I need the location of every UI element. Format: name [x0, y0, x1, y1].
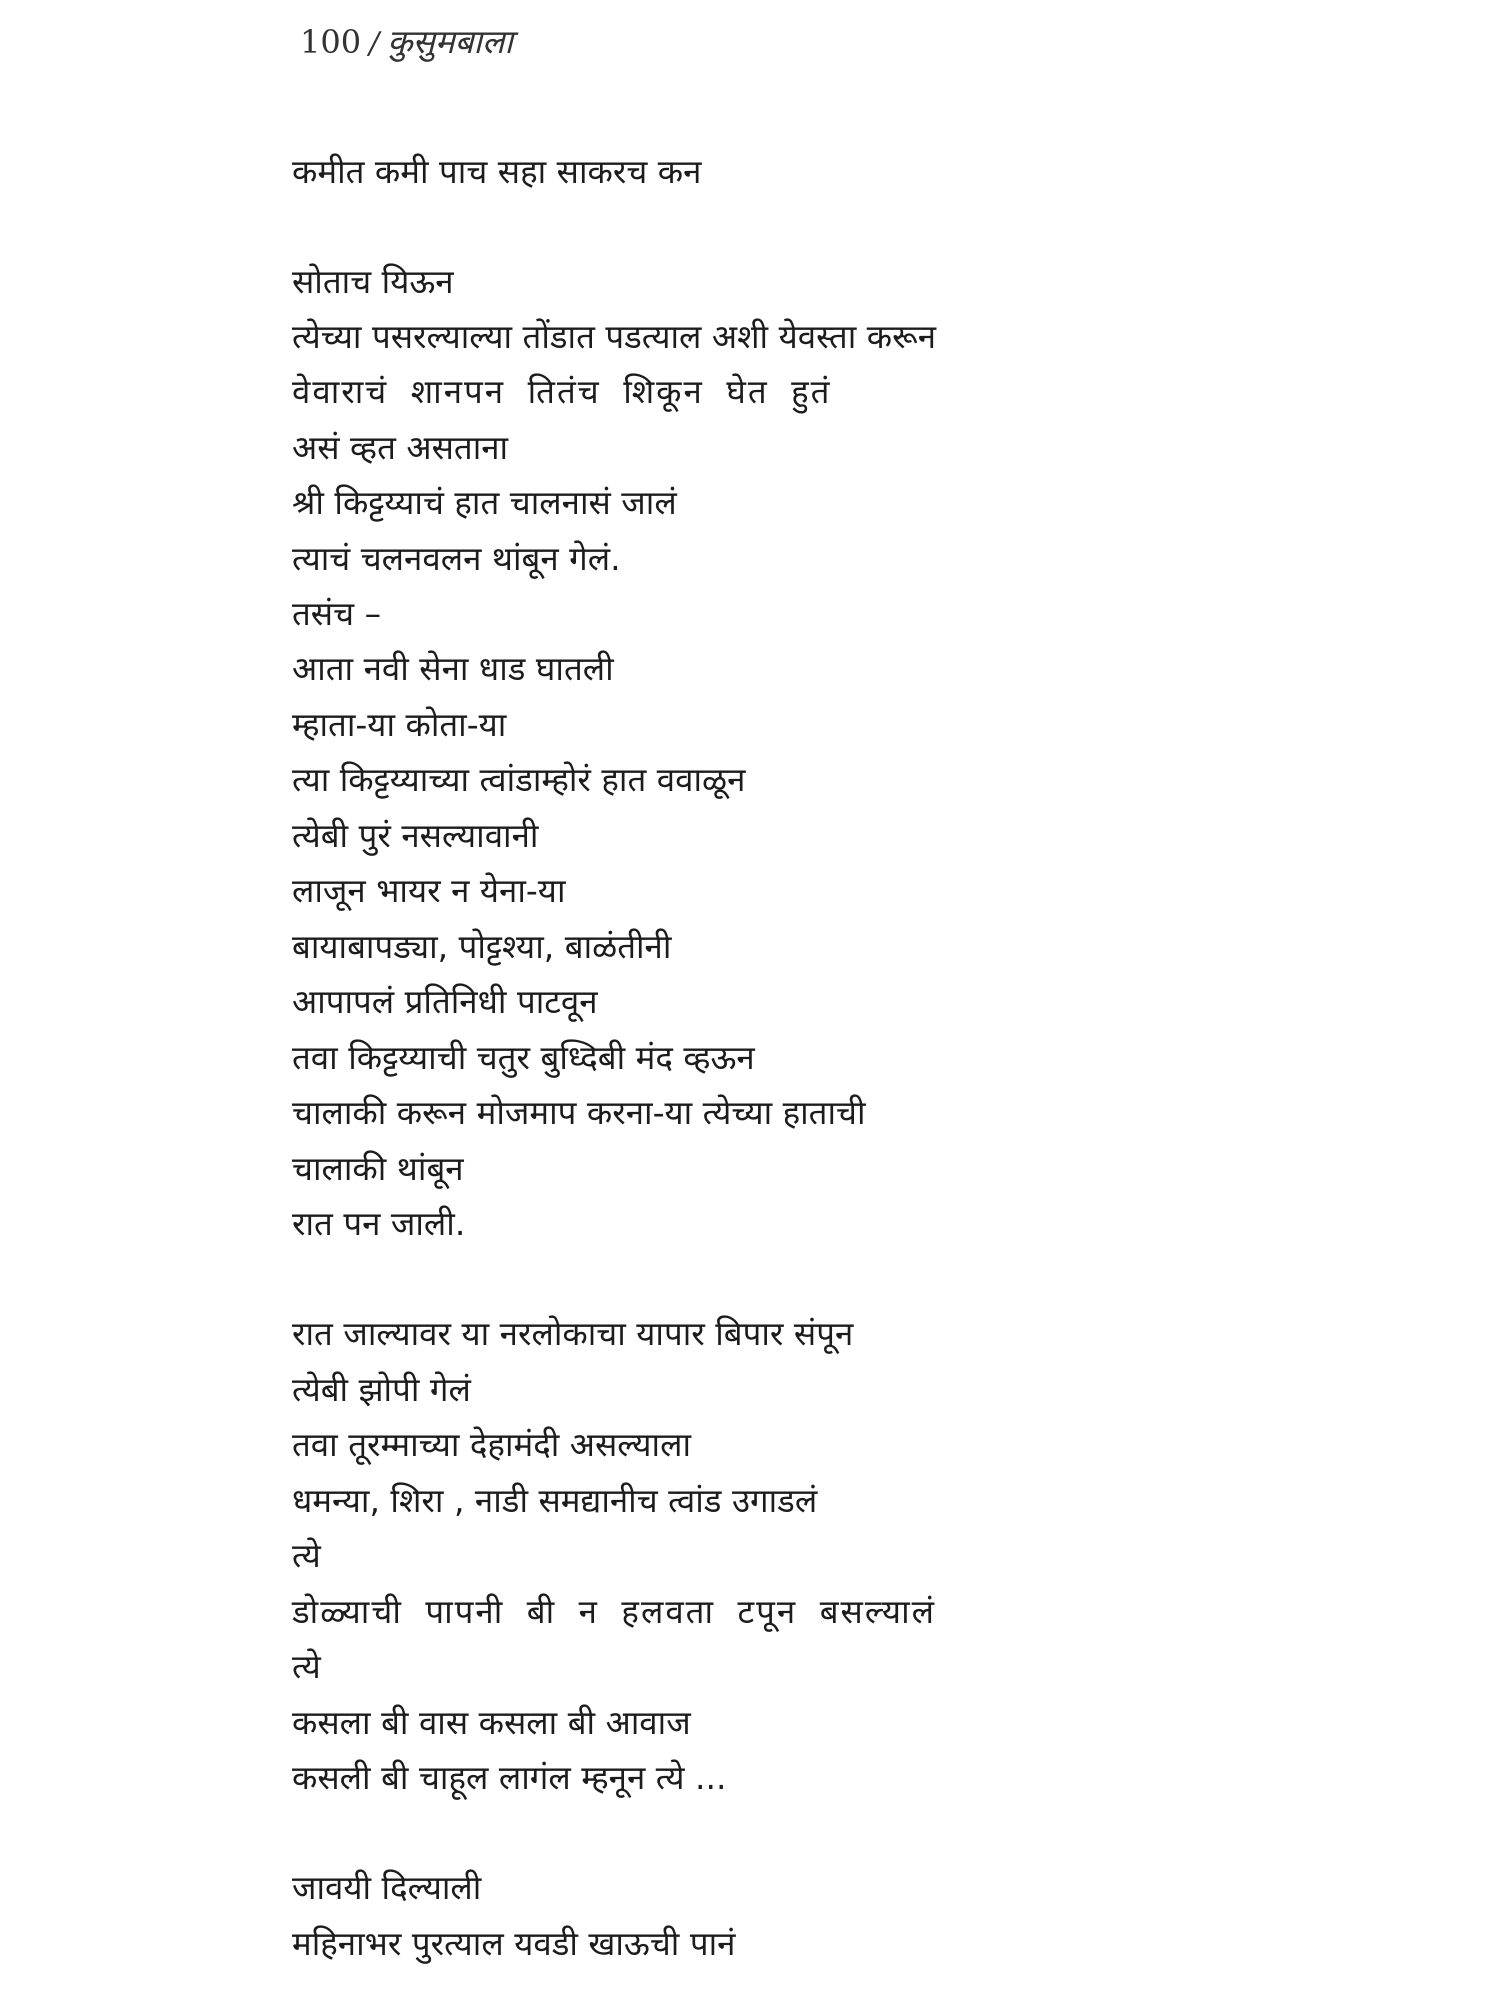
poem-line: त्ये	[292, 1647, 321, 1686]
page-number: 100	[300, 23, 362, 61]
poem-line: त्येबी झोपी गेलं	[292, 1370, 471, 1409]
poem-line: डोळ्याची पापनी बी न हलवता टपून बसल्यालं	[292, 1592, 936, 1631]
poem-line: चालाकी करून मोजमाप करना-या त्येच्या हाताची	[292, 1093, 866, 1132]
poem-line: तसंच –	[292, 594, 382, 633]
poem-line: तवा किट्टय्याची चतुर बुध्दिबी मंद व्हऊन	[292, 1038, 755, 1077]
poem-line: जावयी दिल्याली	[292, 1868, 482, 1907]
poem-line: चालाकी थांबून	[292, 1149, 464, 1188]
poem-line: सोताच यिऊन	[292, 262, 454, 301]
poem-line: आपापलं प्रतिनिधी पाटवून	[292, 982, 598, 1021]
poem-line: महिनाभर पुरत्याल यवडी खाऊची पानं	[292, 1924, 736, 1963]
poem-line: वेवाराचं शानपन तितंच शिकून घेत हुतं	[292, 372, 832, 411]
poem-line: तवा तूरम्माच्या देहामंदी असल्याला	[292, 1425, 691, 1464]
poem-line: रात जाल्यावर या नरलोकाचा यापार बिपार संपून	[292, 1314, 854, 1353]
poem-line: धमन्या, शिरा , नाडी समद्यानीच त्वांड उगाडलं	[292, 1481, 818, 1520]
poem-line: श्री किट्टय्याचं हात चालनासं जालं	[292, 483, 677, 522]
poem-line: त्ये	[292, 1536, 321, 1575]
poem-line: असं व्हत असताना	[292, 428, 509, 467]
poem-line: त्या किट्टय्याच्या त्वांडाम्होरं हात ववाळून	[292, 760, 746, 799]
header-separator: /	[369, 26, 380, 61]
poem-line: त्येबी पुरं नसल्यावानी	[292, 816, 539, 855]
poem-line: बायाबापड्या, पोट्टश्या, बाळंतीनी	[292, 927, 672, 966]
poem-line: रात पन जाली.	[292, 1204, 466, 1243]
poem-line: कसला बी वास कसला बी आवाज	[292, 1703, 691, 1742]
poem-line: कसली बी चाहूल लागंल म्हनून त्ये ...	[292, 1758, 727, 1797]
book-title: कुसुमबाला	[387, 22, 513, 61]
poem-line: त्याचं चलनवलन थांबून गेलं.	[292, 539, 621, 578]
poem-line: कमीत कमी पाच सहा साकरच कन	[292, 152, 702, 191]
poem-line: त्येच्या पसरल्याल्या तोंडात पडत्याल अशी येवस्ता करून	[292, 317, 937, 356]
running-header	[300, 18, 513, 68]
poem-line: म्हाता-या कोता-या	[292, 705, 507, 744]
poem-line: लाजून भायर न येना-या	[292, 871, 566, 910]
poem-line: आता नवी सेना धाड घातली	[292, 649, 614, 688]
